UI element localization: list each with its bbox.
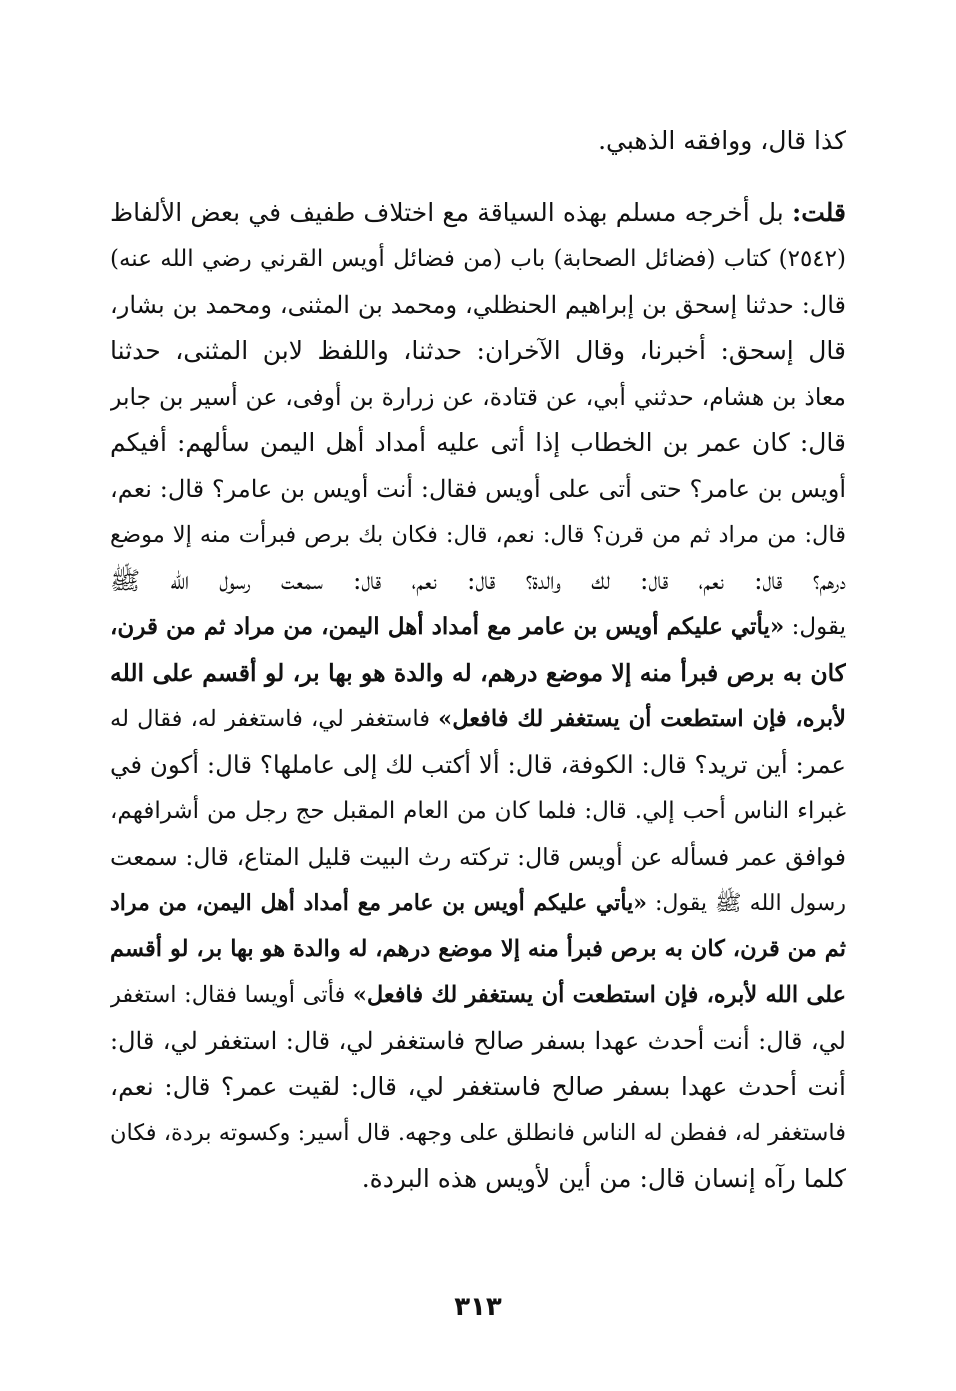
text-line-22	[110, 1156, 846, 1202]
text-segment: لي، قال: أنت أحدث عهدا بسفر صالح فاستغفر لي، قال: استغفر لي، قال:	[110, 1027, 846, 1055]
qultu-label: قلت:	[791, 198, 846, 227]
text-line-5	[110, 374, 846, 420]
text-line-7	[110, 466, 846, 512]
text-line-18	[110, 972, 846, 1018]
text-line-15	[110, 834, 846, 880]
text-line-17	[110, 926, 846, 972]
text-segment: درهم؟ قال: نعم، قال: لك والدة؟ قال: نعم، قال: سمعت رسول الله ﷺ	[110, 566, 846, 595]
text-segment: فاستغفر لي، فاستغفر له، فقال له	[110, 706, 439, 732]
text-segment: قال: حدثنا إسحق بن إبراهيم الحنظلي، ومحمد بن المثنى، ومحمد بن بشار،	[110, 291, 846, 319]
text-segment: كلما رآه إنسان قال: من أين لأويس هذه البردة.	[361, 1164, 846, 1193]
page-number: ٣١٣	[454, 1292, 502, 1322]
hadith-quote: كان به برص فبرأ منه إلا موضع درهم، له والدة هو بها بر، لو أقسم على الله	[110, 659, 846, 687]
text-line-3	[110, 282, 846, 328]
hadith-quote: «يأتي عليكم أويس بن عامر مع أمداد أهل اليمن، من مراد	[110, 890, 647, 916]
text-segment: رسول الله ﷺ يقول:	[646, 891, 846, 916]
text-line-19	[110, 1018, 846, 1064]
text-segment: فاستغفر له، ففطن له الناس فانطلق على وجهه. قال أسير: وكسوته بردة، فكان	[110, 1120, 846, 1146]
text-line-21	[110, 1110, 846, 1156]
text-line-1	[110, 190, 846, 236]
text-segment: (٢٥٤٢) كتاب (فضائل الصحابة) باب (من فضائل أويس القرني رضي الله عنه)	[110, 246, 846, 272]
text-line-10	[110, 604, 846, 650]
text-segment: فوافق عمر فسأله عن أويس قال: تركته رث البيت قليل المتاع، قال: سمعت	[110, 843, 846, 871]
text-line-2	[110, 236, 846, 282]
text-line-6	[110, 420, 846, 466]
text-segment: يقول:	[784, 614, 846, 640]
text-segment: معاذ بن هشام، حدثني أبي، عن قتادة، عن زرارة بن أوفى، عن أسير بن جابر	[110, 383, 846, 411]
text-line-11	[110, 650, 846, 696]
text-segment: أنت أحدث عهدا بسفر صالح فاستغفر لي، قال: لقيت عمر؟ قال: نعم،	[110, 1072, 846, 1101]
text-line-16	[110, 880, 846, 927]
text-segment: أويس بن عامر؟ حتى أتى على أويس فقال: أنت أويس بن عامر؟ قال: نعم،	[110, 475, 846, 503]
text-segment: قال إسحق: أخبرنا، وقال الآخران: حدثنا، واللفظ لابن المثنى، حدثنا	[110, 336, 846, 365]
hadith-quote: «يأتي عليكم أويس بن عامر مع أمداد أهل اليمن، من مراد ثم من قرن،	[110, 613, 785, 640]
hadith-quote: على الله لأبره، فإن استطعت أن يستغفر لك فافعل»	[352, 982, 846, 1008]
hadith-quote: ثم من قرن، كان به برص فبرأ منه إلا موضع درهم، له والدة هو بها بر، لو أقسم	[110, 936, 846, 962]
text-line-8	[110, 512, 846, 558]
text-segment: بل أخرجه مسلم بهذه السياقة مع اختلاف طفيف في بعض الألفاظ	[110, 198, 792, 227]
text-line-14	[110, 788, 846, 834]
text-segment: عمر: أين تريد؟ قال: الكوفة، قال: ألا أكتب لك إلى عاملها؟ قال: أكون في	[110, 750, 846, 779]
text-line-20	[110, 1064, 846, 1110]
text-line-4	[110, 328, 846, 374]
hadith-quote: لأبره، فإن استطعت أن يستغفر لك فافعل»	[438, 706, 846, 732]
text-line-9	[110, 558, 846, 604]
text-line-13	[110, 742, 846, 788]
text-segment: قال: من مراد ثم من قرن؟ قال: نعم، قال: فكان بك برص فبرأت منه إلا موضع	[110, 522, 846, 548]
text-segment: غبراء الناس أحب إلي. قال: فلما كان من العام المقبل حج رجل من أشرافهم،	[110, 798, 846, 824]
text-segment: فأتى أويسا فقال: استغفر	[110, 982, 353, 1008]
text-segment: قال: كان عمر بن الخطاب إذا أتى عليه أمداد أهل اليمن سألهم: أفيكم	[110, 428, 846, 457]
intro-line: كذا قال، ووافقه الذهبي.	[598, 126, 846, 155]
text-line-12	[110, 696, 846, 742]
